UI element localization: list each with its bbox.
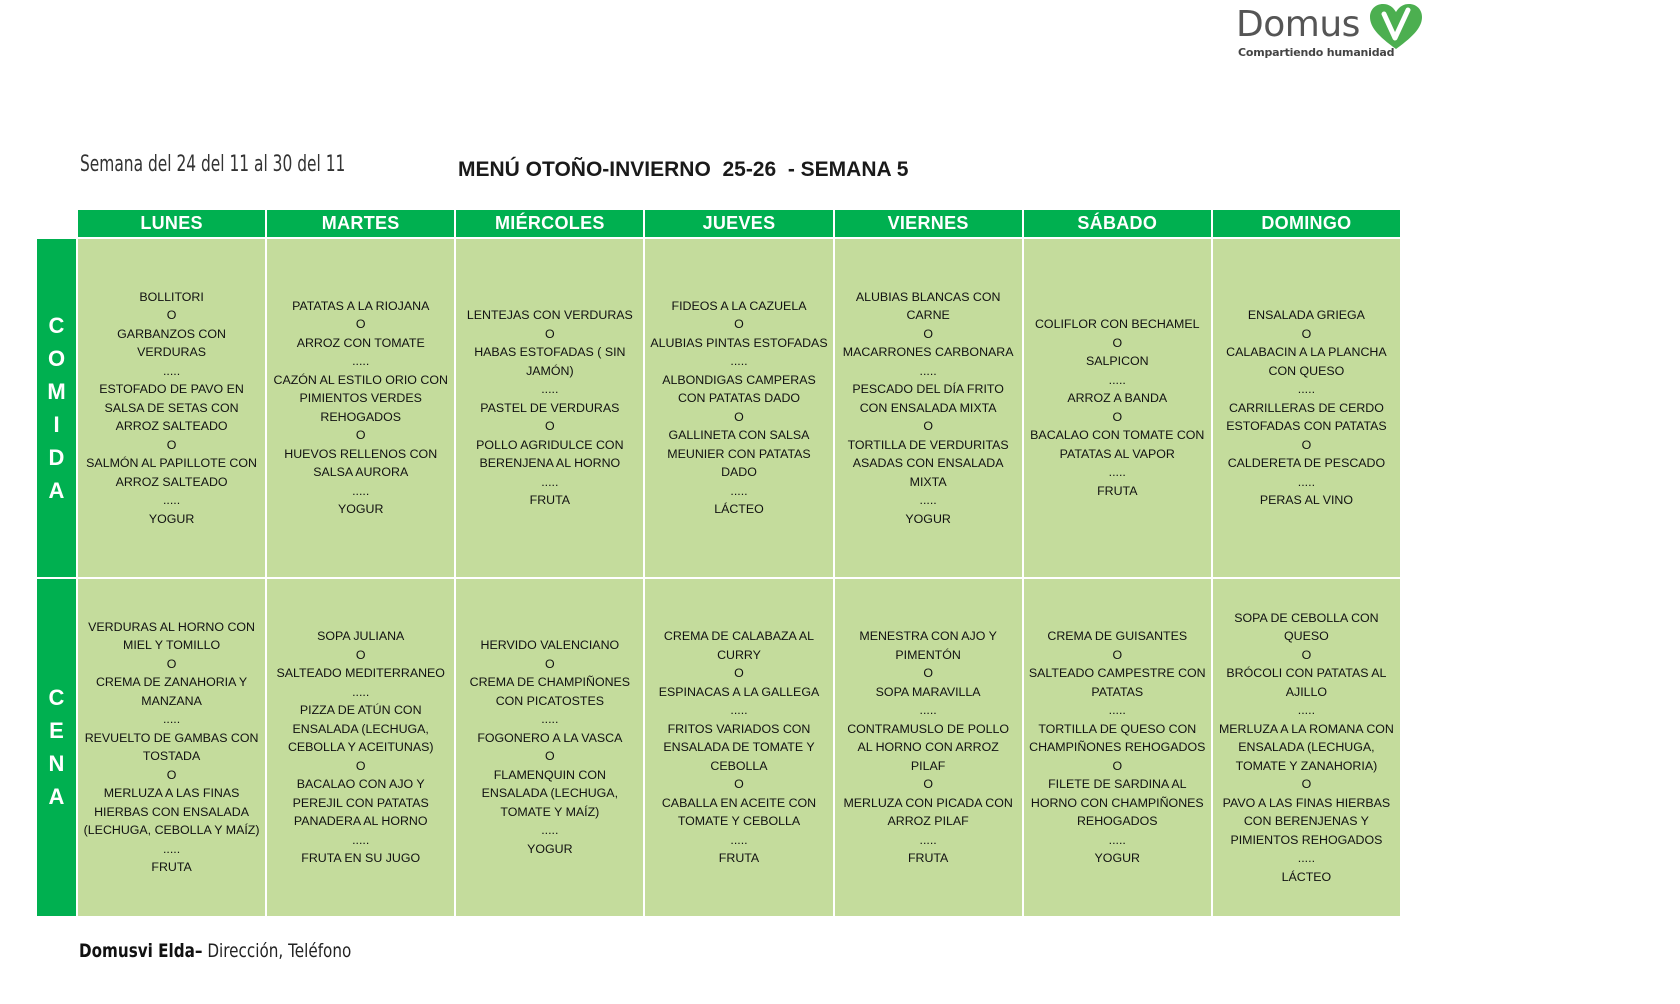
separator-dots: ..... (919, 363, 937, 378)
day-header-miercoles: MIÉRCOLES (456, 210, 643, 237)
separator-or: O (923, 777, 933, 791)
menu-table (37, 210, 1400, 916)
dish-item: PERAS AL VINO (1259, 493, 1354, 507)
heart-icon (1368, 2, 1424, 52)
dish-item: FILETE DE SARDINA AL HORNO CON CHAMPIÑONES REHOGADOS (1030, 777, 1204, 828)
dish-item: CONTRAMUSLO DE POLLO AL HORNO CON ARROZ PILAF (847, 721, 1010, 773)
separator-or: O (545, 656, 555, 671)
dish-item: CARRILLERAS DE CERDO ESTOFADAS CON PATATAS (1226, 400, 1387, 433)
dish-item: GALLINETA CON SALSA MEUNIER CON PATATAS DADO (667, 428, 811, 480)
separator-dots: ..... (1108, 832, 1126, 847)
dish-item: FRITOS VARIADOS CON ENSALADA DE TOMATE Y CEBOLLA (663, 721, 815, 773)
separator-dots: ..... (1108, 703, 1126, 717)
dish-item: CABALLA EN ACEITE CON TOMATE Y CEBOLLA (661, 795, 817, 828)
menu-cell-cena-lunes (78, 579, 265, 917)
dish-item: FRUTA (1097, 483, 1138, 498)
menu-cell-comida-miercoles (456, 239, 643, 577)
separator-or: O (1112, 758, 1123, 773)
dish-item: SALMÓN AL PAPILLOTE CON ARROZ SALTEADO (86, 456, 257, 489)
dish-item: LENTEJAS CON VERDURAS (466, 308, 633, 322)
dish-item: TORTILLA DE VERDURITAS ASADAS CON ENSALADA MIXTA (847, 437, 1009, 489)
separator-or: O (355, 428, 366, 443)
dish-item: FRUTA (907, 851, 949, 865)
dish-item: YOGUR (1094, 851, 1140, 865)
dish-item: YOGUR (148, 511, 195, 526)
center-name: Domusvi Elda (79, 940, 195, 962)
menu-cell-cena-sabado (1024, 579, 1211, 917)
dish-item: PIZZA DE ATÚN CON ENSALADA (LECHUGA, CEBOLLA Y ACEITUNAS) (287, 703, 434, 754)
menu-cell-comida-jueves (645, 239, 832, 577)
dish-item: ALUBIAS BLANCAS CON CARNE (855, 289, 1001, 322)
separator-or: O (166, 767, 177, 782)
dish-item: CALABACIN A LA PLANCHA CON QUESO (1226, 345, 1387, 378)
separator-or: O (1301, 437, 1312, 452)
dish-item: SOPA MARAVILLA (875, 684, 981, 699)
dish-item: HERVIDO VALENCIANO (480, 638, 620, 653)
logo-tagline: Compartiendo humanidad (1238, 46, 1395, 59)
dish-item: SALPICON (1085, 354, 1149, 369)
separator-dots: ..... (919, 832, 937, 847)
menu-title: MENÚ OTOÑO-INVIERNO 25-26 - SEMANA 5 (458, 158, 909, 181)
day-header-viernes: VIERNES (835, 210, 1022, 237)
separator-or: O (166, 308, 177, 322)
dish-item: ALBONDIGAS CAMPERAS CON PATATAS DADO (662, 372, 816, 406)
separator-dots: ..... (162, 493, 181, 507)
separator-dots: ..... (541, 712, 559, 727)
separator-dots: ..... (1108, 465, 1126, 480)
separator-or: O (1301, 326, 1312, 341)
dish-item: CALDERETA DE PESCADO (1227, 456, 1386, 470)
menu-cell-cena-viernes (835, 579, 1022, 917)
menu-cell-cena-martes (267, 579, 454, 917)
dish-item: MERLUZA A LAS FINAS HIERBAS CON ENSALADA (LECHUGA, CEBOLLA Y MAÍZ) (83, 786, 260, 838)
separator-or: O (734, 409, 744, 424)
dish-item: FLAMENQUIN CON ENSALADA (LECHUGA, TOMATE Y MAÍZ) (481, 767, 619, 819)
dish-item: FRUTA (718, 851, 760, 865)
dish-item: BRÓCOLI CON PATATAS AL AJILLO (1226, 666, 1387, 699)
dish-item: SALTEADO MEDITERRANEO (276, 666, 445, 680)
separator-or: O (923, 419, 933, 433)
separator-or: O (355, 317, 366, 332)
dish-item: COLIFLOR CON BECHAMEL (1034, 317, 1200, 332)
dish-item: PESCADO DEL DÍA FRITO CON ENSALADA MIXTA (852, 382, 1004, 415)
separator-or: O (1301, 777, 1312, 791)
separator-dots: ..... (730, 483, 748, 498)
dish-item: YOGUR (527, 841, 573, 856)
dish-item: PAVO A LAS FINAS HIERBAS CON BERENJENAS Y PIMIENTOS REHOGADOS (1222, 795, 1391, 847)
dish-item: REVUELTO DE GAMBAS CON TOSTADA (84, 730, 259, 764)
separator-dots: ..... (1297, 382, 1316, 396)
dish-item: BACALAO CON AJO Y PEREJIL CON PATATAS PANADERA AL HORNO (292, 777, 429, 828)
contact-text: Dirección, Teléfono (202, 940, 352, 962)
separator-dots: ..... (352, 354, 370, 369)
dish-item: ESTOFADO DE PAVO EN SALSA DE SETAS CON ARROZ SALTEADO (99, 382, 244, 433)
separator-dots: ..... (352, 483, 370, 498)
day-header-sabado: SÁBADO (1024, 210, 1211, 237)
logo-wordmark: Domus (1236, 4, 1360, 45)
dish-item: HUEVOS RELLENOS CON SALSA AURORA (284, 446, 438, 480)
dish-item: SOPA JULIANA (317, 629, 405, 643)
separator-dots: ..... (541, 823, 559, 838)
separator-dots: ..... (162, 841, 181, 856)
separator-dots: ..... (730, 354, 748, 369)
separator-dots: ..... (162, 712, 181, 727)
separator-dots: ..... (919, 703, 937, 717)
menu-cell-comida-sabado (1024, 239, 1211, 577)
dish-item: ENSALADA GRIEGA (1247, 308, 1365, 322)
dish-item: BACALAO CON TOMATE CON PATATAS AL VAPOR (1030, 428, 1205, 461)
week-range: Semana del 24 del 11 al 30 del 11 (80, 152, 346, 177)
separator-or: O (923, 666, 933, 680)
dish-item: LÁCTEO (1281, 869, 1332, 884)
dish-item: YOGUR (905, 511, 951, 526)
menu-cell-cena-domingo (1213, 579, 1400, 917)
separator-dots: ..... (541, 382, 559, 396)
meal-label-comida: C O M I D A (37, 239, 76, 577)
separator-or: O (166, 437, 177, 452)
dish-item: FOGONERO A LA VASCA (477, 730, 623, 745)
dish-item: FRUTA (151, 860, 192, 875)
day-header-jueves: JUEVES (645, 210, 832, 237)
footer-dash: – (194, 940, 203, 962)
separator-or: O (1301, 647, 1312, 662)
separator-dots: ..... (162, 363, 181, 378)
dish-item: POLLO AGRIDULCE CON BERENJENA AL HORNO (476, 437, 624, 470)
dish-item: MERLUZA CON PICADA CON ARROZ PILAF (843, 795, 1013, 828)
dish-item: ESPINACAS A LA GALLEGA (658, 684, 820, 699)
separator-or: O (1112, 409, 1123, 424)
domusvi-logo (1236, 2, 1436, 64)
separator-dots: ..... (541, 474, 559, 489)
separator-or: O (1112, 647, 1123, 662)
menu-cell-comida-lunes (78, 239, 265, 577)
dish-item: MACARRONES CARBONARA (842, 345, 1014, 359)
separator-dots: ..... (352, 684, 370, 699)
separator-dots: ..... (730, 832, 748, 847)
dish-item: FRUTA (529, 493, 571, 507)
dish-item: TORTILLA DE QUESO CON CHAMPIÑONES REHOGADOS (1029, 721, 1206, 754)
dish-item: CREMA DE ZANAHORIA Y MANZANA (95, 675, 248, 708)
dish-item: ARROZ CON TOMATE (296, 335, 425, 350)
separator-or: O (1112, 335, 1123, 350)
separator-dots: ..... (919, 493, 937, 507)
separator-or: O (355, 647, 366, 662)
dish-item: VERDURAS AL HORNO CON MIEL Y TOMILLO (88, 619, 255, 653)
dish-item: PASTEL DE VERDURAS (480, 400, 620, 415)
dish-item: MERLUZA A LA ROMANA CON ENSALADA (LECHUGA, TOMATE Y ZANAHORIA) (1218, 721, 1394, 773)
dish-item: LÁCTEO (714, 502, 764, 517)
separator-or: O (355, 758, 366, 773)
separator-dots: ..... (1108, 372, 1126, 387)
dish-item: ALUBIAS PINTAS ESTOFADAS (650, 335, 828, 350)
separator-dots: ..... (1297, 851, 1316, 865)
separator-dots: ..... (1297, 703, 1316, 717)
dish-item: BOLLITORI (139, 289, 204, 304)
menu-cell-cena-jueves (645, 579, 832, 917)
menu-cell-cena-miercoles (456, 579, 643, 917)
menu-cell-comida-viernes (835, 239, 1022, 577)
separator-or: O (734, 666, 744, 680)
dish-item: GARBANZOS CON VERDURAS (117, 326, 226, 359)
separator-or: O (734, 317, 744, 332)
separator-or: O (545, 326, 555, 341)
dish-item: SOPA DE CEBOLLA CON QUESO (1234, 610, 1379, 643)
menu-cell-comida-martes (267, 239, 454, 577)
dish-item: FRUTA EN SU JUGO (301, 851, 421, 865)
separator-dots: ..... (730, 703, 748, 717)
meal-label-cena: C E N A (37, 579, 76, 917)
separator-or: O (734, 777, 744, 791)
dish-item: YOGUR (337, 502, 384, 517)
dish-item: PATATAS A LA RIOJANA (292, 298, 430, 313)
table-corner (37, 210, 76, 237)
dish-item: MENESTRA CON AJO Y PIMENTÓN (859, 629, 997, 662)
day-header-domingo: DOMINGO (1213, 210, 1400, 237)
separator-or: O (923, 326, 933, 341)
menu-cell-comida-domingo (1213, 239, 1400, 577)
dish-item: ARROZ A BANDA (1067, 391, 1168, 406)
footer-contact (79, 940, 351, 962)
day-header-lunes: LUNES (78, 210, 265, 237)
separator-dots: ..... (1297, 474, 1316, 489)
separator-or: O (545, 749, 555, 764)
dish-item: CREMA DE GUISANTES (1047, 629, 1188, 643)
separator-or: O (545, 419, 555, 433)
dish-item: CREMA DE CHAMPIÑONES CON PICATOSTES (469, 675, 631, 708)
dish-item: CAZÓN AL ESTILO ORIO CON PIMIENTOS VERDES REHOGADOS (273, 372, 448, 424)
separator-dots: ..... (352, 832, 370, 847)
separator-or: O (166, 656, 177, 671)
day-header-martes: MARTES (267, 210, 454, 237)
dish-item: FIDEOS A LA CAZUELA (671, 298, 807, 313)
dish-item: HABAS ESTOFADAS ( SIN JAMÓN) (474, 345, 626, 378)
dish-item: CREMA DE CALABAZA AL CURRY (663, 629, 815, 662)
dish-item: SALTEADO CAMPESTRE CON PATATAS (1028, 666, 1206, 699)
